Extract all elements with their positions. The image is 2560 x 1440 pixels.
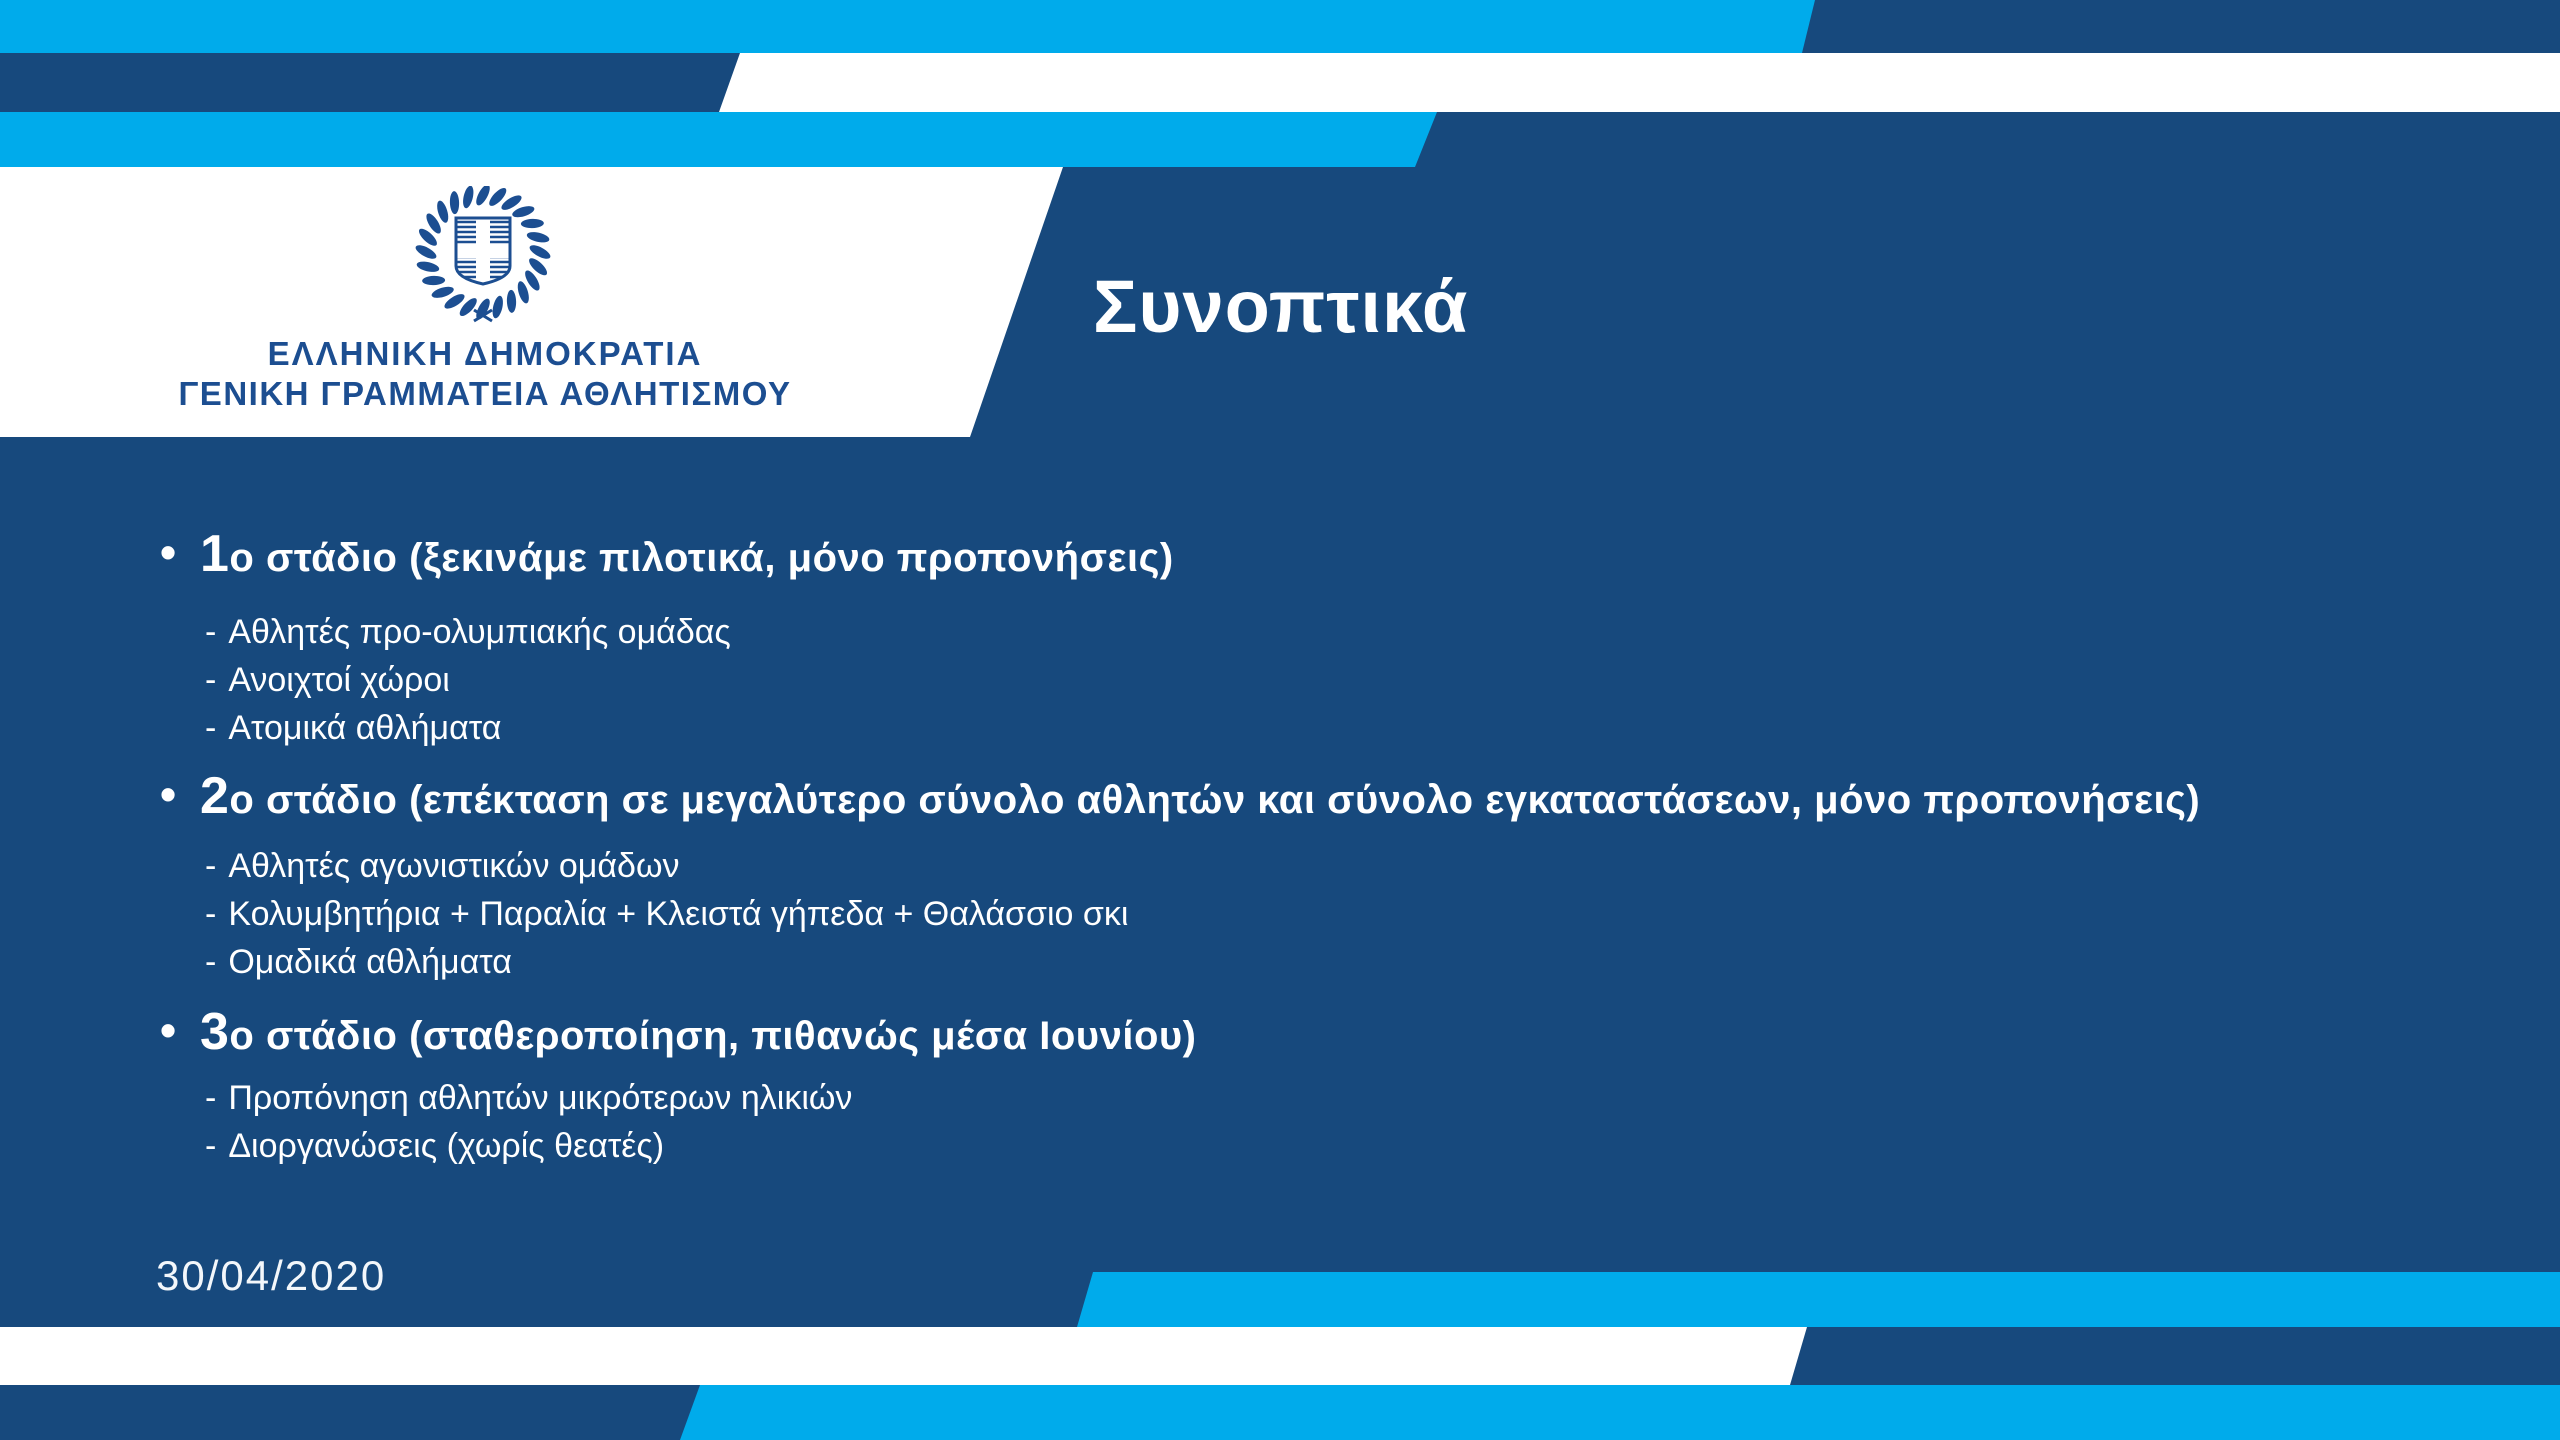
top-stripe-cyan-2	[0, 112, 2560, 167]
dash-marker: -	[205, 847, 217, 885]
stage-sub-item	[205, 704, 2530, 752]
org-line-1: ΕΛΛΗΝΙΚΗ ΔΗΜΟΚΡΑΤΙΑ	[267, 335, 703, 372]
stage-list	[160, 525, 2530, 1170]
stage-sub-text: Διοργανώσεις (χωρίς θεατές)	[228, 1127, 665, 1165]
bottom-stripe-cyan-lower	[0, 1385, 2560, 1440]
stage-sub-text: Αθλητές αγωνιστικών ομάδων	[228, 847, 680, 885]
stage-sub-item	[205, 890, 2530, 938]
stage-number: 2	[200, 767, 230, 825]
top-stripe-cyan-1	[0, 0, 2560, 53]
stage-sub-item	[205, 842, 2530, 890]
dash-marker: -	[205, 895, 217, 933]
stage-sub-item	[205, 608, 2530, 656]
stage-block-3	[160, 1003, 2530, 1170]
stage-sub-item	[205, 1074, 2530, 1122]
dash-marker: -	[205, 613, 217, 651]
bullet-dot-icon: •	[160, 526, 177, 578]
stage-sub-item	[205, 938, 2530, 986]
stage-sub-text: Κολυμβητήρια + Παραλία + Κλειστά γήπεδα + Θαλάσσιο σκι	[228, 895, 1129, 933]
stage-block-2	[160, 767, 2530, 986]
stage-number: 3	[200, 1003, 230, 1061]
stage-block-1	[160, 525, 2530, 752]
dash-marker: -	[205, 1079, 217, 1117]
stage-sub-text: Προπόνηση αθλητών μικρότερων ηλικιών	[228, 1079, 853, 1117]
dash-marker: -	[205, 943, 217, 981]
stage-sub-list	[160, 842, 2530, 986]
stage-heading	[160, 767, 2530, 826]
stage-heading	[160, 525, 2530, 584]
page-title: Συνοπτικά	[1093, 265, 1469, 348]
dash-marker: -	[205, 709, 217, 747]
bullet-dot-icon: •	[160, 1004, 177, 1056]
stage-sub-item	[205, 1122, 2530, 1170]
org-name-block	[55, 334, 915, 414]
stage-number: 1	[200, 525, 230, 583]
dash-marker: -	[205, 661, 217, 699]
dash-marker: -	[205, 1127, 217, 1165]
stage-sub-text: Αθλητές προ-ολυμπιακής ομάδας	[228, 613, 731, 651]
slide-date: 30/04/2020	[156, 1252, 387, 1299]
stage-sub-item	[205, 656, 2530, 704]
stage-heading	[160, 1003, 2530, 1062]
org-line-2: ΓΕΝΙΚΗ ΓΡΑΜΜΑΤΕΙΑ ΑΘΛΗΤΙΣΜΟΥ	[178, 375, 792, 412]
bottom-stripe-white	[0, 1327, 2560, 1385]
top-stripe-white	[0, 53, 2560, 112]
greek-coat-of-arms-icon	[408, 186, 558, 326]
stage-sub-list	[160, 1074, 2530, 1170]
stage-sub-text: Ομαδικά αθλήματα	[228, 943, 512, 981]
stage-sub-text: Ανοιχτοί χώροι	[228, 661, 450, 699]
stage-sub-list	[160, 608, 2530, 752]
bullet-dot-icon: •	[160, 768, 177, 820]
stage-sub-text: Ατομικά αθλήματα	[228, 709, 502, 747]
stage-title: ο στάδιο (σταθεροποίηση, πιθανώς μέσα Ιουνίου)	[229, 1014, 1197, 1058]
stage-title: ο στάδιο (επέκταση σε μεγαλύτερο σύνολο αθλητών και σύνολο εγκαταστάσεων, μόνο προπονήσεις)	[229, 778, 2201, 822]
stage-title: ο στάδιο (ξεκινάμε πιλοτικά, μόνο προπονήσεις)	[229, 536, 1174, 580]
